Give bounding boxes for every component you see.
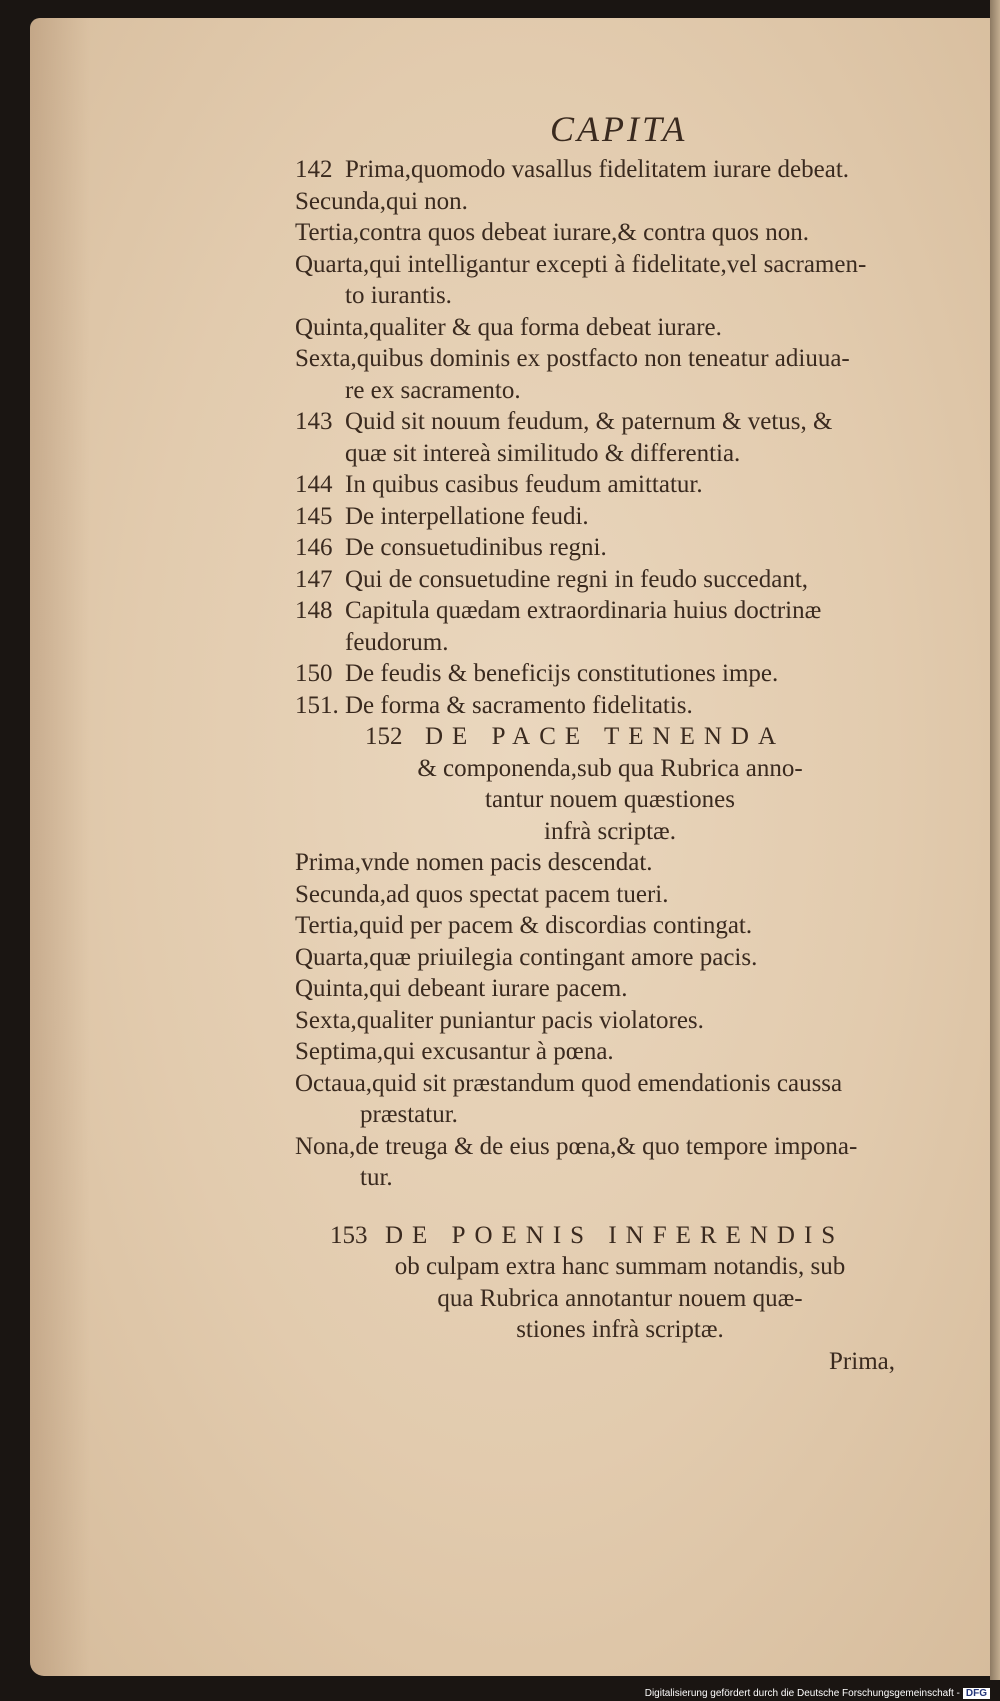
entry-line [295,375,985,407]
catchword: Prima, [829,1347,895,1375]
entry-text: Octaua,quid sit præstandum quod emendationis caussa [295,1069,843,1097]
entry-text: Quinta,qualiter & qua forma debeat iurare. [295,313,722,341]
entry-line [295,658,985,690]
entry-text: Prima,vnde nomen pacis descendat. [295,849,653,876]
section-subtitle-line: & componenda,sub qua Rubrica anno- [417,754,803,782]
entry-number: 143 [295,408,333,435]
entry-number: 142 [295,156,333,183]
adjacent-page-edge [990,0,1000,1680]
entry-line [295,973,985,1005]
entry-text: tur. [360,1164,393,1191]
entry-number: 144 [295,471,333,498]
entry-line [295,1162,985,1194]
entry-line [295,217,985,249]
entry-text: De interpellatione feudi. [345,502,589,530]
entry-text: Nona,de treuga & de eius pœna,& quo tempore impona- [295,1132,858,1160]
entries-block-1 [295,154,985,1377]
entry-text: De forma & sacramento fidelitatis. [345,691,693,719]
entry-text: Quarta,qui intelligantur excepti à fidelitate,vel sacramen- [295,250,867,278]
entry-text: Secunda,ad quos spectat pacem tueri. [295,880,669,908]
entry-line [295,1068,985,1100]
entry-line [295,879,985,911]
section-heading-152 [295,721,985,753]
book-page [30,18,1000,1676]
entry-line [295,469,985,501]
digitization-footer [645,1688,990,1699]
entry-line [295,595,985,627]
entry-line [295,186,985,218]
entry-text: feudorum. [345,628,449,656]
entry-line [295,249,985,281]
entry-line [295,942,985,974]
section-number: 153 [330,1221,368,1249]
section-number: 152 [365,723,403,750]
entry-line [295,280,985,312]
entry-line [295,1036,985,1068]
entry-text: Qui de consuetudine regni in feudo succedant, [345,565,809,593]
entry-line [295,1131,985,1163]
entry-text: Sexta,quibus dominis ex postfacto non teneatur adiuua- [295,345,850,372]
entry-text: In quibus casibus feudum amittatur. [345,471,703,498]
section-title: DE POENIS INFERENDIS [385,1221,845,1249]
entry-line [295,627,985,659]
entry-text: re ex sacramento. [345,376,521,404]
footer-text: Digitalisierung gefördert durch die Deutsche Forschungsgemeinschaft - [644,1688,960,1699]
entry-text: Septima,qui excusantur à pœna. [295,1038,614,1065]
entry-line [295,1005,985,1037]
entry-line [295,501,985,533]
entry-text: præstatur. [360,1101,458,1128]
entry-line [295,154,985,186]
section-subtitle-line: tantur nouem quæstiones [485,786,735,813]
entry-text: Tertia,contra quos debeat iurare,& contra quos non. [295,219,810,246]
entry-line [295,847,985,879]
entry-text: Prima,quomodo vasallus fidelitatem iurare debeat. [345,156,850,183]
entry-line [295,438,985,470]
section-heading-153 [295,1220,985,1252]
entry-text: Capitula quædam extraordinaria huius doctrinæ [345,597,822,624]
entry-text: De consuetudinibus regni. [345,534,607,561]
entry-number: 145 [295,502,333,530]
entry-text: quæ sit intereà similitudo & differentia. [345,439,741,467]
entry-text: Quinta,qui debeant iurare pacem. [295,975,628,1002]
entry-text: Tertia,quid per pacem & discordias contingat. [295,912,753,939]
entry-text: to iurantis. [345,282,452,309]
dfg-logo: DFG [963,1688,990,1699]
entry-number: 150 [295,660,333,687]
entry-line [295,1099,985,1131]
entry-text: Quarta,quæ priuilegia contingant amore pacis. [295,943,758,971]
entry-line [295,343,985,375]
entry-text: Secunda,qui non. [295,187,468,215]
entry-number: 146 [295,534,333,561]
section-subtitle-line: qua Rubrica annotantur nouem quæ- [437,1284,803,1312]
entry-number: 148 [295,597,333,624]
entry-line [295,312,985,344]
section-subtitle-line: ob culpam extra hanc summam notandis, sub [394,1253,846,1280]
section-subtitle-line: stiones infrà scriptæ. [516,1316,724,1343]
entry-text: Quid sit nouum feudum, & paternum & vetus, & [345,408,833,435]
entry-number: 151. [295,691,339,719]
entry-text: De feudis & beneficijs constitutiones impe. [345,660,779,687]
running-heading: CAPITA [550,109,688,149]
entry-line [295,910,985,942]
entry-line [295,532,985,564]
section-subtitle-line: infrà scriptæ. [544,817,676,845]
entry-line [295,406,985,438]
entry-line [295,690,985,722]
entry-line [295,564,985,596]
entry-number: 147 [295,565,333,593]
entry-text: Sexta,qualiter puniantur pacis violatores. [295,1006,704,1034]
section-title: DE PACE TENENDA [425,723,786,750]
